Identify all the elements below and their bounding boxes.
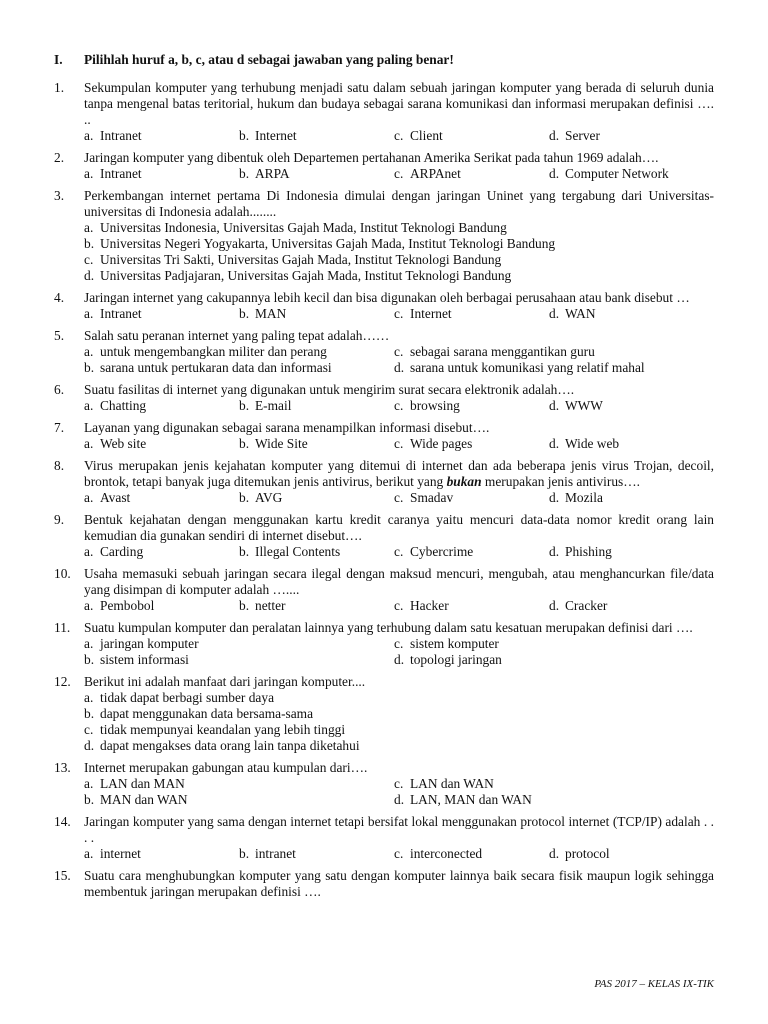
- option-letter: d.: [394, 652, 405, 667]
- option-text: LAN dan WAN: [410, 776, 494, 791]
- answer-option: [84, 652, 394, 668]
- option-letter: d.: [549, 128, 560, 143]
- question-list: [54, 80, 714, 900]
- answer-option: [239, 598, 394, 614]
- question-number: 2.: [54, 150, 65, 165]
- question-stem: Suatu cara menghubungkan komputer yang satu dengan komputer lainnya baik secara fisik maupun logik sehingga membentuk jaringan merupakan definisi ….: [84, 868, 714, 899]
- answer-option: [394, 652, 704, 668]
- answer-option: [84, 792, 394, 808]
- question-number: 1.: [54, 80, 65, 95]
- question-number: 14.: [54, 814, 71, 829]
- answer-options: [84, 128, 714, 144]
- answer-option: [84, 166, 239, 182]
- answer-option: [549, 166, 704, 182]
- option-letter: a.: [84, 128, 94, 143]
- option-text: sebagai sarana menggantikan guru: [410, 344, 595, 359]
- option-letter: b.: [239, 846, 250, 861]
- question-number: 13.: [54, 760, 71, 775]
- option-text: ARPA: [255, 166, 290, 181]
- option-letter: d.: [549, 598, 560, 613]
- option-text: sistem komputer: [410, 636, 499, 651]
- option-text: tidak dapat berbagi sumber daya: [100, 690, 275, 705]
- option-letter: d.: [394, 360, 405, 375]
- answer-option: [394, 306, 549, 322]
- answer-options: [84, 690, 714, 754]
- answer-option: [239, 128, 394, 144]
- answer-options: [84, 306, 714, 322]
- option-text: Computer Network: [565, 166, 669, 181]
- question-body: [84, 512, 714, 560]
- option-text: untuk mengembangkan militer dan perang: [100, 344, 327, 359]
- option-letter: a.: [84, 544, 94, 559]
- answer-option: [394, 792, 704, 808]
- answer-option: [84, 846, 239, 862]
- option-letter: c.: [394, 846, 404, 861]
- answer-option: [84, 722, 714, 738]
- option-letter: b.: [239, 166, 250, 181]
- option-text: LAN dan MAN: [100, 776, 185, 791]
- option-text: Hacker: [410, 598, 449, 613]
- option-letter: a.: [84, 636, 94, 651]
- question-stem: Virus merupakan jenis kejahatan komputer yang ditemui di internet dan ada beberapa jenis virus Trojan, decoil, brontok, tetapi banyak juga ditemukan jenis antivirus, berikut yang bukan merupakan jenis antivirus….: [84, 458, 714, 489]
- option-text: WAN: [565, 306, 596, 321]
- answer-option: [394, 846, 549, 862]
- option-text: Carding: [100, 544, 144, 559]
- answer-option: [84, 490, 239, 506]
- answer-option: [239, 166, 394, 182]
- option-text: Internet: [255, 128, 297, 143]
- option-letter: c.: [394, 306, 404, 321]
- option-letter: b.: [84, 706, 95, 721]
- option-text: Universitas Padjajaran, Universitas Gajah Mada, Institut Teknologi Bandung: [100, 268, 512, 283]
- answer-option: [84, 252, 714, 268]
- question-stem: Jaringan komputer yang sama dengan internet tetapi bersifat lokal menggunakan protocol internet (TCP/IP) adalah . . . .: [84, 814, 714, 845]
- option-letter: a.: [84, 846, 94, 861]
- question-item: [54, 188, 714, 284]
- question-body: [84, 420, 714, 452]
- option-text: browsing: [410, 398, 460, 413]
- question-item: [54, 290, 714, 322]
- option-text: internet: [100, 846, 141, 861]
- option-letter: d.: [84, 738, 95, 753]
- exam-page: [54, 52, 714, 906]
- option-letter: a.: [84, 220, 94, 235]
- answer-options: [84, 398, 714, 414]
- question-body: [84, 80, 714, 144]
- question-body: [84, 150, 714, 182]
- option-letter: d.: [549, 436, 560, 451]
- option-text: MAN dan WAN: [100, 792, 188, 807]
- option-text: Client: [410, 128, 443, 143]
- question-number: 5.: [54, 328, 65, 343]
- question-number: 15.: [54, 868, 71, 883]
- question-body: [84, 188, 714, 284]
- question-body: [84, 674, 714, 754]
- option-text: E-mail: [255, 398, 292, 413]
- answer-option: [549, 846, 704, 862]
- question-body: [84, 868, 714, 900]
- option-text: Smadav: [410, 490, 454, 505]
- option-text: Cybercrime: [410, 544, 474, 559]
- question-item: [54, 674, 714, 754]
- answer-option: [549, 598, 704, 614]
- answer-option: [84, 220, 714, 236]
- answer-option: [239, 306, 394, 322]
- option-letter: c.: [84, 722, 94, 737]
- option-text: Intranet: [100, 128, 142, 143]
- question-body: [84, 382, 714, 414]
- question-item: [54, 458, 714, 506]
- question-item: [54, 382, 714, 414]
- section-heading: [54, 52, 714, 68]
- option-letter: c.: [394, 166, 404, 181]
- section-number: I.: [54, 52, 63, 67]
- option-text: Phishing: [565, 544, 612, 559]
- option-letter: b.: [84, 652, 95, 667]
- option-letter: d.: [84, 268, 95, 283]
- answer-options: [84, 436, 714, 452]
- question-stem: Jaringan internet yang cakupannya lebih kecil dan bisa digunakan oleh berbagai perusahaan atau bank disebut …: [84, 290, 690, 305]
- question-item: [54, 328, 714, 376]
- option-letter: b.: [84, 792, 95, 807]
- option-text: LAN, MAN dan WAN: [410, 792, 532, 807]
- option-letter: d.: [549, 306, 560, 321]
- answer-option: [394, 128, 549, 144]
- option-letter: a.: [84, 166, 94, 181]
- answer-option: [84, 690, 714, 706]
- answer-option: [549, 398, 704, 414]
- answer-option: [84, 706, 714, 722]
- option-letter: d.: [549, 398, 560, 413]
- answer-option: [84, 236, 714, 252]
- question-item: [54, 566, 714, 614]
- option-letter: c.: [84, 252, 94, 267]
- option-letter: b.: [239, 544, 250, 559]
- question-body: [84, 566, 714, 614]
- option-text: Illegal Contents: [255, 544, 341, 559]
- question-number: 11.: [54, 620, 71, 635]
- option-text: Internet: [410, 306, 452, 321]
- option-text: protocol: [565, 846, 610, 861]
- answer-option: [549, 490, 704, 506]
- question-stem: Jaringan komputer yang dibentuk oleh Departemen pertahanan Amerika Serikat pada tahun 1969 adalah….: [84, 150, 659, 165]
- option-text: jaringan komputer: [100, 636, 199, 651]
- answer-option: [239, 846, 394, 862]
- option-letter: c.: [394, 436, 404, 451]
- option-text: Wide web: [565, 436, 620, 451]
- option-letter: b.: [84, 360, 95, 375]
- answer-option: [549, 436, 704, 452]
- question-number: 7.: [54, 420, 65, 435]
- question-body: [84, 328, 714, 376]
- option-letter: a.: [84, 436, 94, 451]
- question-stem: Suatu kumpulan komputer dan peralatan lainnya yang terhubung dalam satu kesatuan merupakan definisi dari ….: [84, 620, 693, 635]
- answer-option: [394, 436, 549, 452]
- emphasis-word: bukan: [446, 474, 482, 489]
- answer-options: [84, 166, 714, 182]
- answer-option: [549, 544, 704, 560]
- question-stem: Salah satu peranan internet yang paling tepat adalah……: [84, 328, 390, 343]
- question-number: 6.: [54, 382, 65, 397]
- option-text: Universitas Indonesia, Universitas Gajah Mada, Institut Teknologi Bandung: [100, 220, 507, 235]
- option-letter: c.: [394, 398, 404, 413]
- option-letter: d.: [549, 166, 560, 181]
- option-text: sistem informasi: [100, 652, 189, 667]
- answer-option: [84, 776, 394, 792]
- answer-option: [394, 344, 704, 360]
- option-text: Pembobol: [100, 598, 155, 613]
- option-letter: a.: [84, 398, 94, 413]
- option-letter: c.: [394, 544, 404, 559]
- option-letter: a.: [84, 598, 94, 613]
- option-text: netter: [255, 598, 286, 613]
- answer-option: [394, 166, 549, 182]
- section-instruction: Pilihlah huruf a, b, c, atau d sebagai jawaban yang paling benar!: [84, 52, 454, 67]
- question-stem: Berikut ini adalah manfaat dari jaringan komputer....: [84, 674, 366, 689]
- option-text: WWW: [565, 398, 603, 413]
- question-stem: Sekumpulan komputer yang terhubung menjadi satu dalam sebuah jaringan komputer yang berada di seluruh dunia tanpa mengenal batas teritorial, hukum dan budaya sebagai sarana komunikasi dan informasi merupakan definisi …. ..: [84, 80, 714, 127]
- answer-option: [394, 776, 704, 792]
- option-letter: c.: [394, 344, 404, 359]
- option-text: dapat menggunakan data bersama-sama: [100, 706, 314, 721]
- question-number: 9.: [54, 512, 65, 527]
- option-text: Server: [565, 128, 600, 143]
- option-text: MAN: [255, 306, 287, 321]
- option-letter: d.: [394, 792, 405, 807]
- question-body: [84, 620, 714, 668]
- option-letter: d.: [549, 544, 560, 559]
- question-number: 10.: [54, 566, 71, 581]
- option-text: tidak mempunyai keandalan yang lebih tinggi: [100, 722, 346, 737]
- option-letter: b.: [239, 306, 250, 321]
- option-letter: a.: [84, 776, 94, 791]
- option-text: Intranet: [100, 166, 142, 181]
- option-letter: b.: [239, 398, 250, 413]
- option-text: Mozila: [565, 490, 603, 505]
- option-text: ARPAnet: [410, 166, 461, 181]
- answer-option: [84, 360, 394, 376]
- answer-option: [84, 344, 394, 360]
- answer-option: [239, 436, 394, 452]
- answer-option: [239, 544, 394, 560]
- page-footer: PAS 2017 – KELAS IX-TIK: [594, 978, 714, 990]
- answer-option: [84, 598, 239, 614]
- option-text: Web site: [100, 436, 147, 451]
- option-text: Intranet: [100, 306, 142, 321]
- option-letter: d.: [549, 846, 560, 861]
- question-body: [84, 814, 714, 862]
- answer-option: [84, 544, 239, 560]
- option-text: AVG: [255, 490, 283, 505]
- answer-option: [549, 128, 704, 144]
- question-item: [54, 150, 714, 182]
- answer-option: [394, 398, 549, 414]
- question-stem: Suatu fasilitas di internet yang digunakan untuk mengirim surat secara elektronik adalah….: [84, 382, 575, 397]
- question-stem: Layanan yang digunakan sebagai sarana menampilkan informasi disebut….: [84, 420, 490, 435]
- answer-option: [394, 636, 704, 652]
- answer-option: [84, 306, 239, 322]
- option-text: Chatting: [100, 398, 147, 413]
- option-text: Avast: [100, 490, 131, 505]
- answer-options: [84, 598, 714, 614]
- question-number: 12.: [54, 674, 71, 689]
- option-letter: a.: [84, 306, 94, 321]
- answer-option: [84, 128, 239, 144]
- option-letter: d.: [549, 490, 560, 505]
- option-letter: c.: [394, 598, 404, 613]
- question-item: [54, 868, 714, 900]
- answer-options: [84, 846, 714, 862]
- answer-options: [84, 544, 714, 560]
- question-stem: Bentuk kejahatan dengan menggunakan kartu kredit caranya yaitu mencuri data-data nomor kredit orang lain kemudian dia gunakan sendiri di internet disebut….: [84, 512, 714, 543]
- question-stem: Internet merupakan gabungan atau kumpulan dari….: [84, 760, 368, 775]
- answer-option: [84, 436, 239, 452]
- answer-options: [84, 220, 714, 284]
- option-text: Universitas Negeri Yogyakarta, Universitas Gajah Mada, Institut Teknologi Bandung: [100, 236, 556, 251]
- option-text: sarana untuk komunikasi yang relatif mahal: [410, 360, 645, 375]
- answer-option: [394, 598, 549, 614]
- option-letter: b.: [84, 236, 95, 251]
- answer-option: [394, 490, 549, 506]
- option-text: Wide pages: [410, 436, 473, 451]
- option-letter: a.: [84, 490, 94, 505]
- question-body: [84, 290, 714, 322]
- question-number: 8.: [54, 458, 65, 473]
- option-letter: c.: [394, 490, 404, 505]
- answer-options: [84, 490, 714, 506]
- option-letter: b.: [239, 490, 250, 505]
- answer-option: [239, 398, 394, 414]
- answer-option: [239, 490, 394, 506]
- answer-option: [84, 398, 239, 414]
- option-letter: a.: [84, 690, 94, 705]
- answer-options: [84, 776, 714, 808]
- option-letter: b.: [239, 598, 250, 613]
- option-text: intranet: [255, 846, 296, 861]
- option-text: Wide Site: [255, 436, 308, 451]
- question-item: [54, 420, 714, 452]
- option-text: interconected: [410, 846, 483, 861]
- option-letter: a.: [84, 344, 94, 359]
- question-item: [54, 620, 714, 668]
- question-body: [84, 760, 714, 808]
- answer-option: [394, 544, 549, 560]
- option-text: Universitas Tri Sakti, Universitas Gajah Mada, Institut Teknologi Bandung: [100, 252, 502, 267]
- option-text: sarana untuk pertukaran data dan informasi: [100, 360, 332, 375]
- answer-options: [84, 344, 714, 376]
- option-letter: b.: [239, 128, 250, 143]
- question-stem: Perkembangan internet pertama Di Indonesia dimulai dengan jaringan Uninet yang tergabung dari Universitas-universitas di Indonesia adalah........: [84, 188, 714, 219]
- question-item: [54, 814, 714, 862]
- answer-option: [84, 738, 714, 754]
- option-letter: c.: [394, 636, 404, 651]
- answer-option: [394, 360, 704, 376]
- answer-option: [84, 636, 394, 652]
- question-item: [54, 512, 714, 560]
- answer-options: [84, 636, 714, 668]
- question-body: [84, 458, 714, 506]
- question-item: [54, 760, 714, 808]
- option-text: topologi jaringan: [410, 652, 502, 667]
- question-stem: Usaha memasuki sebuah jaringan secara ilegal dengan maksud mencuri, mengubah, atau menghancurkan file/data yang disimpan di komputer adalah …....: [84, 566, 714, 597]
- option-letter: c.: [394, 128, 404, 143]
- option-letter: c.: [394, 776, 404, 791]
- question-item: [54, 80, 714, 144]
- answer-option: [549, 306, 704, 322]
- question-number: 3.: [54, 188, 65, 203]
- answer-option: [84, 268, 714, 284]
- option-text: dapat mengakses data orang lain tanpa diketahui: [100, 738, 360, 753]
- question-number: 4.: [54, 290, 65, 305]
- option-letter: b.: [239, 436, 250, 451]
- option-text: Cracker: [565, 598, 608, 613]
